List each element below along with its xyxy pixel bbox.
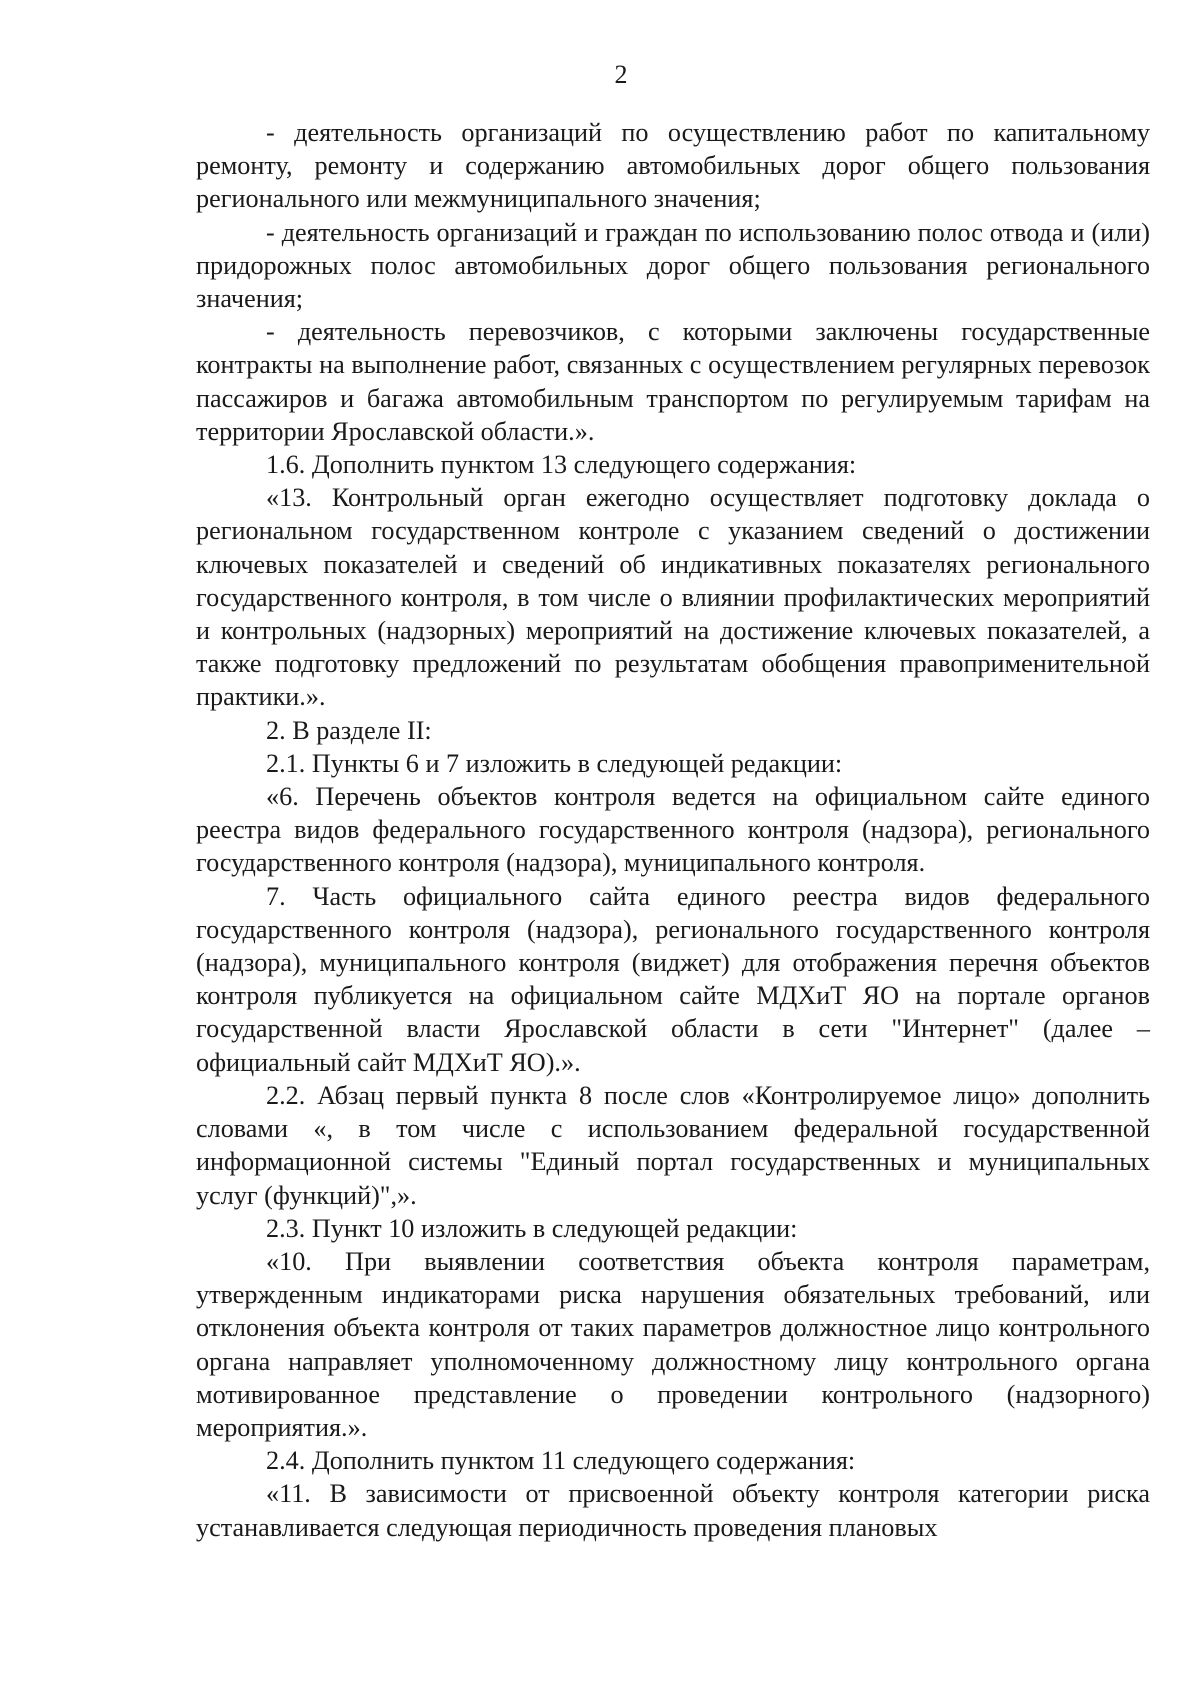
paragraph-clause-7: 7. Часть официального сайта единого реестра видов федерального государственного контроля (надзора), регионального государственного контроля (надзора), муниципального контроля (виджет) для отображения перечня объектов контроля публикуется на официальном сайте МДХиТ ЯО на портале органов государственной власти Ярославской области в сети "Интернет" (далее – официальный сайт МДХиТ ЯО).».	[196, 881, 1150, 1077]
paragraph-clause-10: «10. При выявлении соответствия объекта контроля параметрам, утвержденным индикаторами риска нарушения обязательных требований, или отклонения объекта контроля от таких параметров должностное лицо контрольного органа направляет уполномоченному должностному лицу контрольного органа мотивированное представление о проведении контрольного (надзорного) мероприятия.».	[196, 1246, 1150, 1442]
paragraph-item-2-4: 2.4. Дополнить пунктом 11 следующего содержания:	[266, 1446, 856, 1476]
paragraph-item-2-3: 2.3. Пункт 10 изложить в следующей редакции:	[266, 1213, 798, 1243]
paragraph-item-1-6: 1.6. Дополнить пунктом 13 следующего содержания:	[266, 450, 857, 480]
document-body	[196, 116, 1150, 1544]
paragraph-item-2-1: 2.1. Пункты 6 и 7 изложить в следующей редакции:	[266, 748, 843, 778]
paragraph-item-2-2: 2.2. Абзац первый пункта 8 после слов «Контролируемое лицо» дополнить словами «, в том числе с использованием федеральной государственной информационной системы "Единый портал государственных и муниципальных услуг (функций)",».	[196, 1080, 1150, 1210]
paragraph-carriers: - деятельность перевозчиков, с которыми заключены государственные контракты на выполнение работ, связанных с осуществлением регулярных перевозок пассажиров и багажа автомобильным транспортом по регулируемым тарифам на территории Ярославской области.».	[196, 317, 1150, 446]
paragraph-section-2: 2. В разделе II:	[266, 715, 432, 745]
paragraph-clause-13: «13. Контрольный орган ежегодно осуществляет подготовку доклада о региональном государственном контроле с указанием сведений о достижении ключевых показателей и сведений об индикативных показателях регионального государственного контроля, в том числе о влиянии профилактических мероприятий и контрольных (надзорных) мероприятий на достижение ключевых показателей, а также подготовку предложений по результатам обобщения правоприменительной практики.».	[196, 483, 1150, 712]
page-number: 2	[614, 60, 628, 89]
paragraph-right-of-way: - деятельность организаций и граждан по использованию полос отвода и (или) придорожных полос автомобильных дорог общего пользования регионального значения;	[196, 217, 1150, 314]
paragraph-clause-11: «11. В зависимости от присвоенной объекту контроля категории риска устанавливается следующая периодичность проведения плановых	[196, 1479, 1150, 1542]
paragraph-road-works: - деятельность организаций по осуществлению работ по капитальному ремонту, ремонту и содержанию автомобильных дорог общего пользования регионального или межмуниципального значения;	[196, 118, 1150, 214]
paragraph-clause-6: «6. Перечень объектов контроля ведется на официальном сайте единого реестра видов федерального государственного контроля (надзора), регионального государственного контроля (надзора), муниципального контроля.	[196, 782, 1150, 878]
